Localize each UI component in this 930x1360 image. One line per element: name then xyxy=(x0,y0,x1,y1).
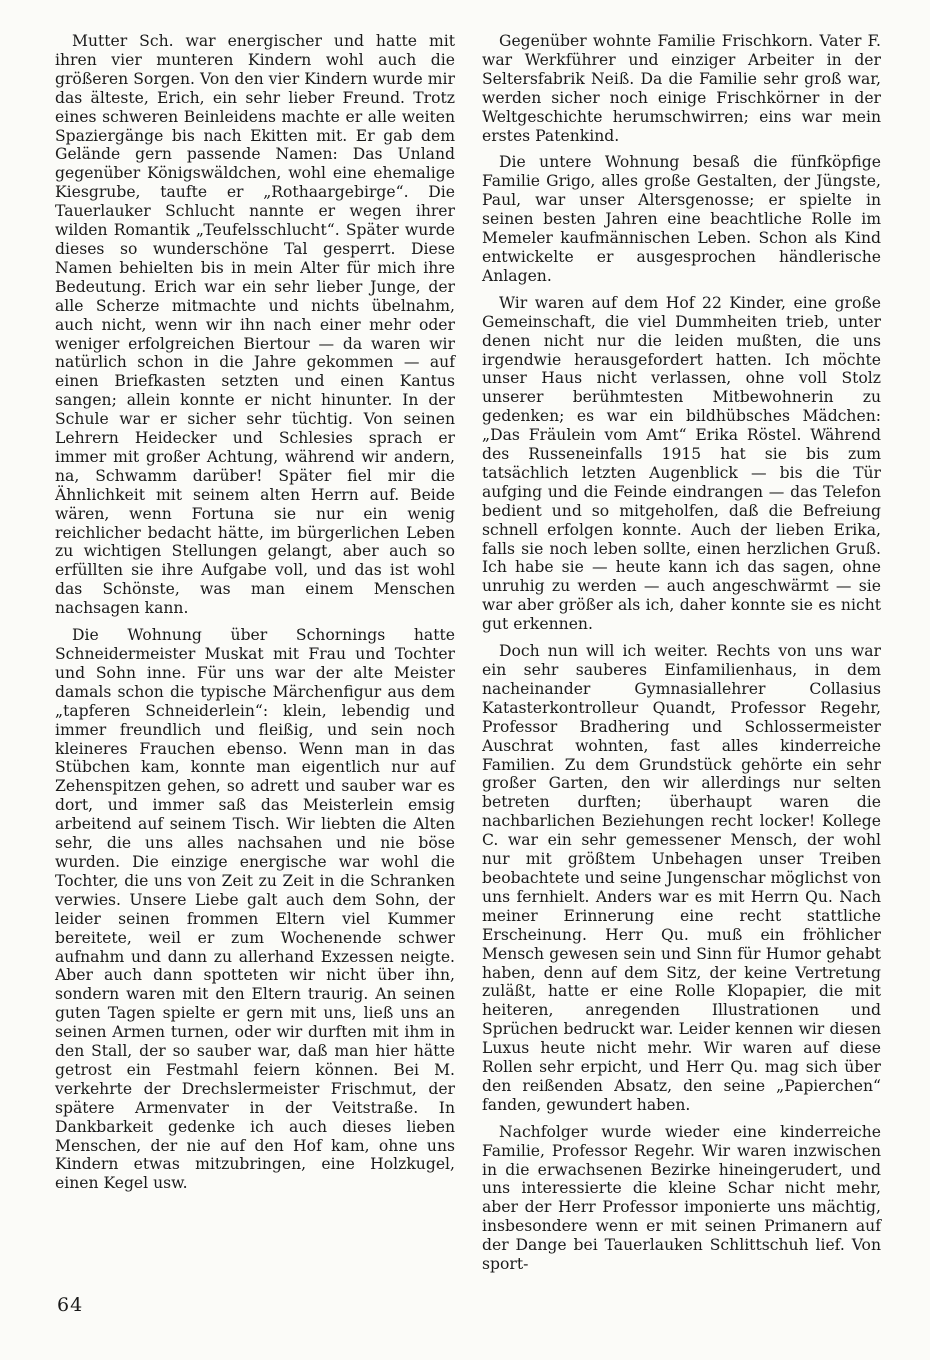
paragraph: Die untere Wohnung besaß die fünfköpfige Familie Grigo, alles große Gestalten, der Jüngste, Paul, war unser Altersgenosse; er spielte in seinen besten Jahren eine beachtliche Rolle im Memeler kaufmännischen Leben. Schon als Kind entwickelte er ausgesprochen händlerische Anlagen. xyxy=(482,153,881,285)
paragraph: Mutter Sch. war energischer und hatte mit ihren vier munteren Kindern wohl auch die größeren Sorgen. Von den vier Kindern wurde mir das älteste, Erich, ein sehr lieber Freund. Trotz eines schweren Beinleidens machte er alle weiten Spaziergänge bis nach Ekitten mit. Er gab dem Gelände gern passende Namen: Das Unland gegenüber Königswäldchen, wohl eine ehemalige Kiesgrube, taufte er „Rothaargebirge“. Die Tauerlauker Schlucht nannte er wegen ihrer wilden Romantik „Teufelsschlucht“. Später wurde dieses so wunderschöne Tal gesperrt. Diese Namen behielten bis in mein Alter für mich ihre Bedeutung. Erich war ein sehr lieber Junge, der alle Scherze mitmachte und nichts übelnahm, auch nicht, wenn wir ihn nach einer mehr oder weniger erfolgreichen Biertour — da waren wir natürlich schon in die Jahre gekommen — auf einen Briefkasten setzten und einen Kantus sangen; allein konnte er nicht hinunter. In der Schule war er sicher sehr tüchtig. Von seinen Lehrern Heidecker und Schlesies sprach er immer mit großer Achtung, während wir andern, na, Schwamm darüber! Später fiel mir die Ähnlichkeit mit seinem alten Herrn auf. Beide wären, wenn Fortuna sie nur ein wenig reichlicher bedacht hätte, im bürgerlichen Leben zu wichtigen Stellungen gelangt, aber auch so erfüllten sie ihre Aufgabe voll, und das ist wohl das Schönste, was man einem Menschen nachsagen kann. xyxy=(55,32,455,618)
right-column xyxy=(482,32,881,1282)
paragraph: Die Wohnung über Schornings hatte Schneidermeister Muskat mit Frau und Tochter und Sohn inne. Für uns war der alte Meister damals schon die typische Märchenfigur aus dem „tapferen Schneiderlein“: klein, lebendig und immer freundlich und fleißig, und sein noch kleineres Frauchen ebenso. Wenn man in das Stübchen kam, konnte man eigentlich nur auf Zehenspitzen gehen, so adrett und sauber war es dort, und immer saß das Meisterlein emsig arbeitend auf seinem Tisch. Wir liebten die Alten sehr, die uns alles nachsahen und nie böse wurden. Die einzige energische war wohl die Tochter, die uns von Zeit zu Zeit in die Schranken verwies. Unsere Liebe galt auch dem Sohn, der leider seinen frommen Eltern viel Kummer bereitete, weil er zum Wochenende schwer aufnahm und dann zu allerhand Exzessen neigte. Aber auch dann spotteten wir nicht über ihn, sondern waren mit den Eltern traurig. An seinen guten Tagen spielte er gern mit uns, ließ uns an seinen Armen turnen, oder wir durften mit ihm in den Stall, der so sauber war, daß man hier hätte getrost ein Festmahl feiern können. Bei M. verkehrte der Drechslermeister Frischmut, der spätere Armenvater in der Veitstraße. In Dankbarkeit gedenke ich auch dieses lieben Menschen, der nie auf den Hof kam, ohne uns Kindern etwas mitzubringen, eine Holzkugel, einen Kegel usw. xyxy=(55,626,455,1193)
left-column xyxy=(55,32,455,1201)
paragraph: Gegenüber wohnte Familie Frischkorn. Vater F. war Werkführer und einziger Arbeiter in der Seltersfabrik Neiß. Da die Familie sehr groß war, werden sicher noch einige Frischkörner in der Weltgeschichte herumschwirren; eins war mein erstes Patenkind. xyxy=(482,32,881,145)
page-number: 64 xyxy=(57,1294,84,1316)
paragraph: Nachfolger wurde wieder eine kinderreiche Familie, Professor Regehr. Wir waren inzwischen in die erwachsenen Bezirke hineingerudert, und uns interessierte die kleine Schar nicht mehr, aber der Herr Professor imponierte uns mächtig, insbesondere wenn er mit seinen Primanern auf der Dange bei Tauerlauken Schlittschuh lief. Von sport- xyxy=(482,1122,881,1274)
paragraph: Doch nun will ich weiter. Rechts von uns war ein sehr sauberes Einfamilienhaus, in dem nacheinander Gymnasiallehrer Collasius Katasterkontrolleur Quandt, Professor Regehr, Professor Bradhering und Schlossermeister Auschrat wohnten, fast alles kinderreiche Familien. Zu dem Grundstück gehörte ein sehr großer Garten, den wir allerdings nur selten betreten durften; überhaupt waren die nachbarlichen Beziehungen recht locker! Kollege C. war ein sehr gemessener Mensch, der wohl nur mit größtem Unbehagen unser Treiben beobachtete und seine Jungenschar möglichst von uns fernhielt. Anders war es mit Herrn Qu. Nach meiner Erinnerung eine recht stattliche Erscheinung. Herr Qu. muß ein fröhlicher Mensch gewesen sein und Sinn für Humor gehabt haben, denn auf dem Sitz, der keine Vertretung zuläßt, hatte er eine Rolle Klopapier, die mit heiteren, anregenden Illustrationen und Sprüchen bedruckt war. Leider kennen wir diesen Luxus heute nicht mehr. Wir waren auf diese Rollen sehr erpicht, und Herr Qu. mag sich über den reißenden Absatz, den seine „Papierchen“ fanden, gewundert haben. xyxy=(482,642,881,1114)
paragraph: Wir waren auf dem Hof 22 Kinder, eine große Gemeinschaft, die viel Dummheiten trieb, unter denen nicht nur die leiden mußten, die uns irgendwie herausgefordert hatten. Ich möchte unser Haus nicht verlassen, ohne voll Stolz unserer berühmtesten Mitbewohnerin zu gedenken; es war ein bildhübsches Mädchen: „Das Fräulein vom Amt“ Erika Röstel. Während des Russeneinfalls 1915 hat sie bis zum tatsächlich letzten Augenblick — bis die Tür aufging und die Feinde eindrangen — das Telefon bedient und so mitgeholfen, daß die Befreiung schnell erfolgen konnte. Auch der lieben Erika, falls sie noch leben sollte, einen herzlichen Gruß. Ich habe sie — heute kann ich das sagen, ohne unruhig zu werden — auch angeschwärmt — sie war aber größer als ich, daher konnte sie es nicht gut erkennen. xyxy=(482,293,881,634)
